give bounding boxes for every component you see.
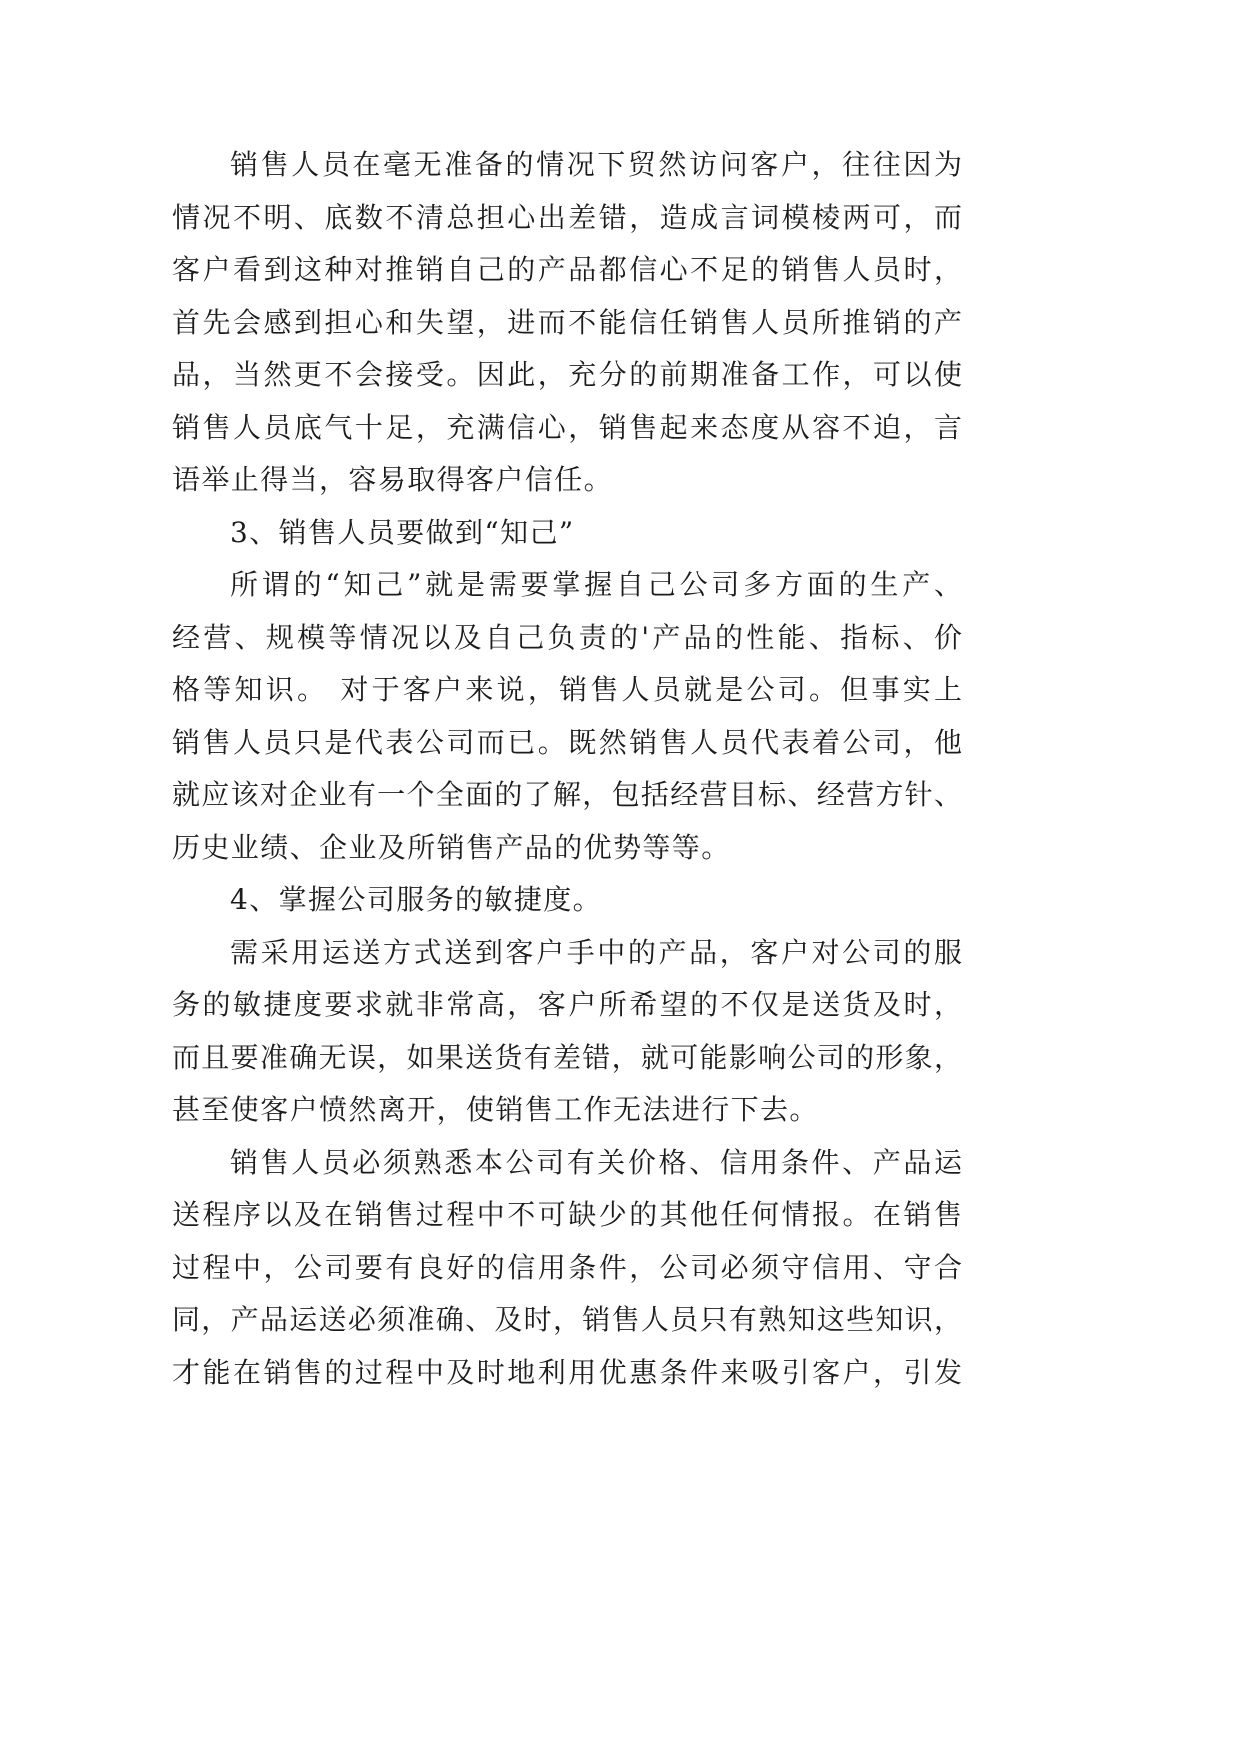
text-line: 历史业绩、企业及所销售产品的优势等等。 [172, 830, 731, 864]
text-line: 首先会感到担心和失望，进而不能信任销售人员所推销的产 [172, 305, 962, 339]
heading-line: 4、掌握公司服务的敏捷度。 [230, 883, 603, 916]
text-line: 同，产品运送必须准确、及时，销售人员只有熟知这些知识， [172, 1303, 962, 1336]
text-line: 格等知识。 对于客户来说，销售人员就是公司。但事实上 [172, 673, 962, 706]
section-heading-4 [172, 874, 962, 927]
text-line: 语举止得当，容易取得客户信任。 [172, 463, 614, 496]
text-line: 而且要准确无误，如果送货有差错，就可能影响公司的形象， [172, 1040, 962, 1074]
paragraph-preparation [172, 139, 962, 507]
text-line: 品，当然更不会接受。因此，充分的前期准备工作，可以使 [172, 358, 962, 391]
text-line: 销售人员必须熟悉本公司有关价格、信用条件、产品运 [230, 1145, 962, 1179]
text-line: 务的敏捷度要求就非常高，客户所希望的不仅是送货及时， [172, 988, 962, 1021]
text-line: 所谓的“知己”就是需要掌握自己公司多方面的生产、 [230, 568, 962, 601]
text-line: 情况不明、底数不清总担心出差错，造成言词模棱两可，而 [172, 200, 962, 234]
text-line: 销售人员在毫无准备的情况下贸然访问客户，往往因为 [230, 148, 962, 181]
heading-line: 3、销售人员要做到“知己” [230, 515, 575, 549]
text-line: 销售人员只是代表公司而已。既然销售人员代表着公司，他 [172, 725, 962, 759]
paragraph-service-agility [172, 927, 962, 1137]
text-line: 甚至使客户愤然离开，使销售工作无法进行下去。 [172, 1093, 819, 1126]
text-line: 过程中，公司要有良好的信用条件，公司必须守信用、守合 [172, 1250, 962, 1284]
paragraph-company-knowledge [172, 1137, 962, 1400]
text-line: 送程序以及在销售过程中不可缺少的其他任何情报。在销售 [172, 1198, 962, 1231]
section-heading-3 [172, 507, 962, 560]
document-body [172, 139, 962, 1399]
text-line: 才能在销售的过程中及时地利用优惠条件来吸引客户，引发 [172, 1355, 962, 1389]
text-line: 需采用运送方式送到客户手中的产品，客户对公司的服 [230, 935, 962, 969]
text-line: 经营、规模等情况以及自己负责的'产品的性能、指标、价 [172, 620, 962, 654]
text-line: 销售人员底气十足，充满信心，销售起来态度从容不迫，言 [172, 410, 962, 444]
text-line: 就应该对企业有一个全面的了解，包括经营目标、经营方针、 [172, 778, 962, 811]
paragraph-know-yourself [172, 559, 962, 874]
text-line: 客户看到这种对推销自己的产品都信心不足的销售人员时， [172, 253, 962, 286]
